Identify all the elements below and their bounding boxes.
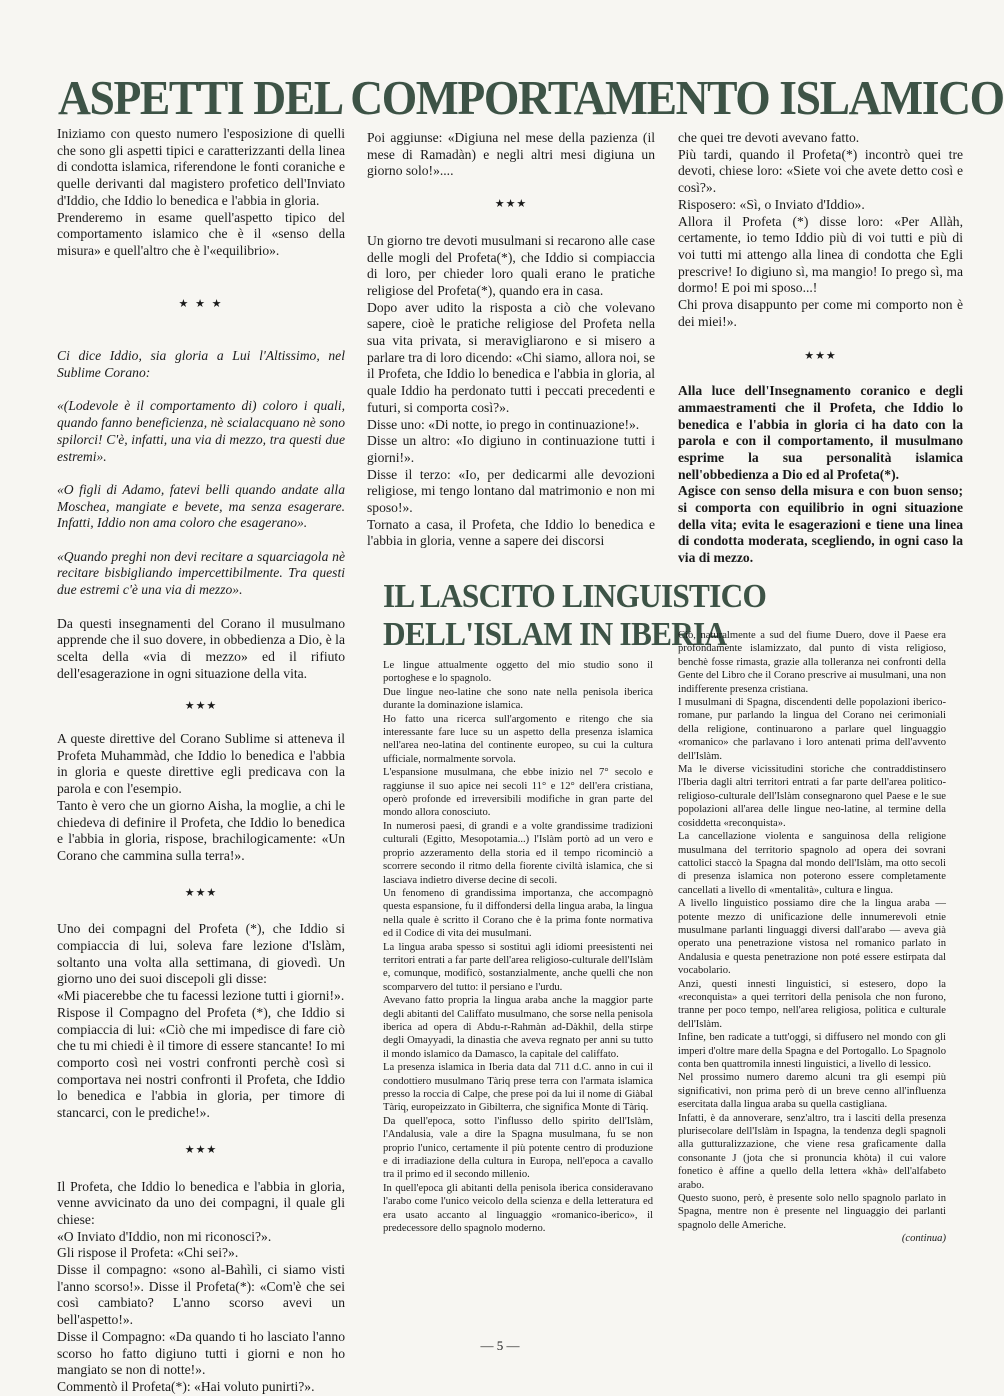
paragraph: Il Profeta, che Iddio lo benedica e l'abbia in gloria, venne avvicinato da uno dei compagni, il quale gli chiese: <box>57 1178 345 1227</box>
paragraph: Un giorno tre devoti musulmani si recarono alle case delle mogli del Profeta(*), che Iddio si compiaccia di loro, per chieder loro quali erano le pratiche religiose del Profeta(*), quando era in casa. <box>367 232 655 298</box>
continued-note: (continua) <box>901 1233 946 1245</box>
paragraph: Prenderemo in esame quell'aspetto tipico del comportamento islamico che è il «senso della misura» e quell'altro che è l'«equilibrio». <box>57 209 345 258</box>
paragraph: Anzi, questi innesti linguistici, si estesero, dopo la «reconquista» a quei territori della penisola che non furono, tranne per poco tempo, nell'area religiosa, politica e culturale dell'Islàm. <box>678 978 946 1030</box>
article-2-column-left <box>383 659 653 1235</box>
paragraph: Da questi insegnamenti del Corano il musulmano apprende che il suo dovere, in obbedienza a Dio, è la scelta della «via di mezzo» ed il rifiuto dell'esagerazione in ogni situazione della vita. <box>57 615 345 681</box>
conclusion-paragraph: Agisce con senso della misura e con buon senso; si comporta con equilibrio in ogni situazione della vita; evita le esagerazioni e tiene una linea di condotta moderata, scegliendo, in ogni caso la via di mezzo. <box>678 483 963 566</box>
paragraph: Infatti, è da annoverare, senz'altro, tra i lasciti della presenza plurisecolare dell'Islàm in Ispagna, la tendenza degli spagnoli alla gutturalizzazione, che viene resa graficamente dalla consonante J (jota che si pronuncia khòta) il cui valore fonetico è affine a quello della lettera «khà» dell'alfabeto arabo. <box>678 1112 946 1191</box>
paragraph: Un fenomeno di grandissima importanza, che accompagnò questa espansione, fu il diffondersi della lingua araba, la lingua nella quale è scritto il Corano che è la prima fonte normativa ed il Codice di vita dei musulmani. <box>383 887 653 940</box>
section-divider: ★★★ <box>184 886 218 899</box>
conclusion-paragraph: Alla luce dell'Insegnamento coranico e degli ammaestramenti che il Profeta, che Iddio lo benedica e l'abbia in gloria ci ha dato con la parola e con il comportamento, il musulmano esprime la sua personalità islamica nell'obbedienza a Dio ed al Profeta(*). <box>678 383 963 482</box>
paragraph: Nel prossimo numero daremo alcuni tra gli esempi più significativi, non prima però di un breve cenno all'influenza esercitata dalla lingua araba su quella castigliana. <box>678 1072 946 1111</box>
paragraph: Le lingue attualmente oggetto del mio studio sono il portoghese e lo spagnolo. <box>383 660 653 685</box>
quote-intro: Ci dice Iddio, sia gloria a Lui l'Altissimo, nel Sublime Corano: <box>57 348 345 381</box>
paragraph: Iniziamo con questo numero l'esposizione di quelli che sono gli aspetti tipici e caratterizzanti della linea di condotta islamica, riferendone le fonti coraniche e quelle derivanti dal magistero profetico dell'Inviato d'Iddio, che Iddio lo benedica e l'abbia in gloria. <box>57 126 345 208</box>
section-divider: ★★★ <box>184 1143 218 1156</box>
quran-quote: «O figli di Adamo, fatevi belli quando andate alla Moschea, mangiate e bevete, ma senza esagerare. Infatti, Iddio non ama coloro che esagerano». <box>57 481 345 531</box>
paragraph: Ciò, naturalmente a sud del fiume Duero, dove il Paese era profondamente islamizzato, dal punto di vista religioso, benchè fosse rimasta, grazie alla tolleranza nei confronti della Gente del Libro che il Corano prescrive ai musulmani, una non indifferente presenza cristiana. <box>678 630 946 695</box>
column-1 <box>57 126 345 1396</box>
column-2 <box>367 130 655 550</box>
paragraph: Dopo aver udito la risposta a ciò che volevano sapere, cioè le pratiche religiose del Profeta nella sua vita privata, si meravigliarono e si misero a parlare tra di loro dicendo: «Chi siamo, allora noi, se il Profeta, che Iddio lo benedica e l'abbia in gloria, al quale Iddio ha perdonato tutti i peccati precedenti e futuri, si comporta così?». <box>367 299 655 415</box>
main-title: ASPETTI DEL COMPORTAMENTO ISLAMICO <box>58 70 1004 125</box>
paragraph: Avevano fatto propria la lingua araba anche la maggior parte degli abitanti del Califfato musulmano, che sorse nella penisola iberica ad opera di Abdu-r-Rahmàn ad-Dàkhil, della stirpe degli Omayyadi, la dinastia che aveva regnato per anni su tutto il mondo islamico da Damasco, la capitale del califfato. <box>383 995 653 1060</box>
paragraph: A queste direttive del Corano Sublime si atteneva il Profeta Muhammàd, che Iddio lo benedica e l'abbia in gloria e queste direttive egli predicava con la parola e con l'esempio. <box>57 731 345 797</box>
paragraph: Questo suono, però, è presente solo nello spagnolo parlato in Spagna, mentre non è presente nel linguaggio dei parlanti spagnolo delle Americhe. <box>678 1193 946 1231</box>
paragraph: Da quell'epoca, sotto l'influsso dello spirito dell'Islàm, l'Andalusia, vale a dire la Spagna musulmana, fu se non proprio l'unico, certamente il più potente centro di produzione e di irradiazione della cultura in Europa, nell'epoca a cavallo tra il primo ed il secondo millenio. <box>383 1115 653 1181</box>
paragraph: Disse il Compagno: «Da quando ti ho lasciato l'anno scorso ho fatto digiuno tutti i giorni e non ho mangiato se non di notte!». <box>57 1328 345 1378</box>
paragraph: A livello linguistico possiamo dire che la lingua araba — potente mezzo di unificazione delle innumerevoli etnie musulmane parlanti linguaggi diversi dall'arabo — aveva già operato una penetrazione vistosa nel romanico parlato in Andalusia e questa penetrazione non poté essere estirpata dal vocabolario. <box>678 898 946 977</box>
page-number: — 5 — <box>480 1338 520 1353</box>
paragraph: La cancellazione violenta e sanguinosa della religione musulmana del territorio spagnolo ad opera dei sovrani cattolici staccò la Spagna dal mondo dell'Islàm, ma otto secoli di presenza islamica non poterono essere completamente cancellati a livello di «mentalità», cultura e lingua. <box>678 831 946 896</box>
paragraph: Commentò il Profeta(*): «Hai voluto punirti?». <box>57 1378 315 1394</box>
paragraph: Più tardi, quando il Profeta(*) incontrò quei tre devoti, chiese loro: «Siete voi che avete detto così e così?». <box>678 146 963 196</box>
column-3 <box>678 130 963 567</box>
paragraph: che quei tre devoti avevano fatto. <box>678 130 860 145</box>
paragraph: Due lingue neo-latine che sono nate nella penisola iberica durante la dominazione islamica. <box>383 686 653 712</box>
section-divider: ★★★ <box>804 350 837 363</box>
article-2-title: IL LASCITO LINGUISTICO DELL'ISLAM IN IBERIA <box>383 578 767 653</box>
paragraph: In quell'epoca gli abitanti della penisola iberica consideravano l'arabo come l'unico veicolo della scienza e della letteratura ed era usato accanto al linguaggio «romanico-iberico», il predecessore dello spagnolo moderno. <box>383 1182 653 1235</box>
quran-quote: «Quando preghi non devi recitare a squarciagola nè recitare bisbigliando impercettibilmente. Tra questi due estremi c'è una via di mezzo». <box>57 548 345 598</box>
paragraph: Risposero: «Sì, o Inviato d'Iddio». <box>678 196 865 212</box>
paragraph: Infine, ben radicate a tutt'oggi, si diffusero nel mondo con gli imperi d'oltre mare della Spagna e del Portogallo. Lo Spagnolo conta ben quattromila innesti linguistici, a livello di lessico. <box>678 1032 946 1070</box>
paragraph: «O Inviato d'Iddio, non mi riconosci?». <box>57 1228 272 1244</box>
paragraph: Uno dei compagni del Profeta (*), che Iddio si compiaccia di lui, soleva fare lezione d'Islàm, soltanto una volta alla settimana, di giovedì. Un giorno uno dei suoi discepoli gli disse: <box>57 921 345 987</box>
paragraph: Ma le diverse vicissitudini storiche che contraddistinsero l'Iberia dagli altri territori entrati a far parte dell'area politico-religioso-culturale dell'Islàm consegnarono quel Paese e le sue popolazioni all'area delle lingue neo-latine, al termine della cosiddetta «reconquista». <box>678 764 946 829</box>
section-divider: ★★★ <box>494 198 528 211</box>
paragraph: Chi prova disappunto per come mi comporto non è dei miei!». <box>678 297 963 329</box>
quran-quote: «(Lodevole è il comportamento di) coloro i quali, quando fanno beneficienza, nè scialacquano nè sono spilorci! C'è, infatti, una via di mezzo, tra questi due estremi». <box>57 398 345 464</box>
paragraph: La lingua araba spesso si sostituì agli idiomi preesistenti nei territori entrati a far parte dell'area religioso-culturale dell'Islàm e, comunque, modificò, sostanzialmente, anche quelli che non scomparvero del tutto: il persiano e l'urdu. <box>383 941 654 993</box>
paragraph: «Mi piacerebbe che tu facessi lezione tutti i giorni!». <box>57 988 345 1004</box>
paragraph: In numerosi paesi, di grandi e a volte grandissime tradizioni culturali (Egitto, Mesopotamia...) l'Islàm portò ad un vero e proprio azzeramento della storia ed il tempo ricominciò a scorrere secondo il ritmo della fiorente civiltà islamica, che si lasciava indietro diverse decine di secoli. <box>383 820 653 886</box>
section-divider: ★ ★ ★ <box>178 297 224 310</box>
paragraph: Tornato a casa, il Profeta, che Iddio lo benedica e l'abbia in gloria, venne a sapere dei discorsi <box>367 516 655 549</box>
paragraph: Allora il Profeta (*) disse loro: «Per Allàh, certamente, io temo Iddio più di voi tutti e più di voi tutti mi attengo alla linea di condotta che Egli prescrive! Io digiuno sì, ma mangio! Io prego sì, ma dormo! E poi mi sposo...! <box>678 213 963 296</box>
paragraph: Tanto è vero che un giorno Aisha, la moglie, a chi le chiedeva di definire il Profeta, che Iddio lo benedica e l'abbia in gloria, rispose, brachilogicamente: «Un Corano che cammina sulla terra!». <box>57 797 345 863</box>
paragraph: Disse il compagno: «sono al-Bahìli, ci siamo visti l'anno scorso!». Disse il Profeta(*): «Com'è che sei così cambiato? L'anno scorso avevi un bell'aspetto!». <box>57 1262 345 1328</box>
paragraph: Poi aggiunse: «Digiuna nel mese della pazienza (il mese di Ramadàn) e negli altri mesi digiuna un giorno solo!».... <box>367 130 655 179</box>
paragraph: Rispose il Compagno del Profeta (*), che Iddio si compiaccia di lui: «Ciò che mi impedisce di fare ciò che tu mi chiedi è il timore di essere stancante! Io mi comporto così nei vostri confronti perchè così si comportava nei nostri confronti il Profeta, che Iddio lo benedica e l'abbia in gloria, per timore di stancarci, con le prediche!». <box>57 1004 346 1121</box>
paragraph: Disse il terzo: «Io, per dedicarmi alle devozioni religiose, mi tengo lontano dal matrimonio e non mi sposo!». <box>367 466 655 516</box>
paragraph: I musulmani di Spagna, discendenti delle popolazioni iberico-romane, pur parlando la lingua del Corano nei cerimoniali della religione, continuarono a parlare quel linguaggio «romanico» che parlavano i loro antenati prima dell'avvento dell'Islàm. <box>678 697 946 762</box>
paragraph: Ho fatto una ricerca sull'argomento e ritengo che sia interessante fare luce su un aspetto della presenza islamica nell'area neo-latina del continente europeo, su cui la cultura ufficiale, normalmente sorvola. <box>383 713 653 765</box>
section-divider: ★★★ <box>184 700 218 713</box>
paragraph: La presenza islamica in Iberia data dal 711 d.C. anno in cui il condottiero musulmano Tàriq prese terra con l'armata islamica presso la roccia di Calpe, che prese poi da lui il nome di Giàbal Tàriq, europeizzato in Gibilterra, che significa Monte di Tàriq. <box>383 1062 653 1114</box>
paragraph: L'espansione musulmana, che ebbe inizio nel 7° secolo e raggiunse il suo apice nei secoli 11° e 12° dell'era cristiana, operò profonde ed irreversibili modifiche in gran parte del mondo allora conosciuto. <box>383 767 653 819</box>
paragraph: Disse un altro: «Io digiuno in continuazione tutti i giorni!». <box>367 433 655 465</box>
paragraph: Disse uno: «Di notte, io prego in continuazione!». <box>367 416 640 432</box>
article-2-column-right <box>678 629 946 1246</box>
paragraph: Gli rispose il Profeta: «Chi sei?». <box>57 1245 239 1261</box>
